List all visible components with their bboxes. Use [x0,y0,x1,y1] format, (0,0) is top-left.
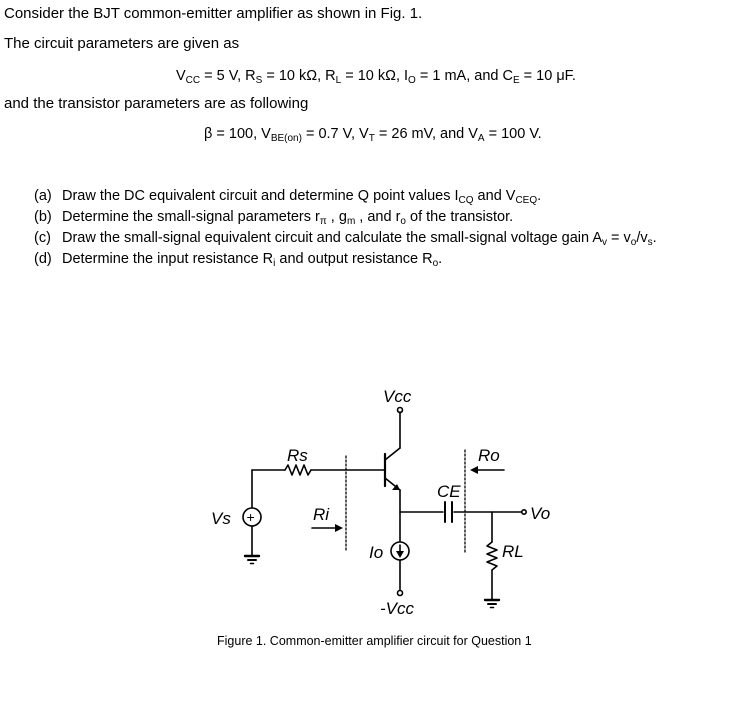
vbe-value: 0.7 V [318,126,351,142]
circuit-parameters: $V_{CC} = 5$ V, $R_S = 10$ kΩ, $R_L = 10$ kΩ, $I_O = 1$ mA, and $C_E = 10$ μF. [176,68,576,86]
io-label: Io [369,543,384,562]
rl-resistor [487,542,497,570]
transistor-parameters: β = 100, $V_{BE(on)} = 0.7$ V, $V_T = 26$ mV, and $V_A = 100$ V. [204,126,542,144]
vo-terminal [522,510,526,514]
ri-label: Ri [313,505,330,524]
intro-line-1: Consider the BJT common-emitter amplifier as shown in Fig. 1. [4,5,423,22]
vs-label: Vs [211,509,231,528]
question-c: (c) Draw the small-signal equivalent circuit and calculate the small-signal voltage gain $A_v = v_o/v_s$. [34,230,657,248]
vo-label: Vo [530,504,551,523]
question-label: (d) [34,251,52,267]
question-b: (b) Determine the small-signal parameters $r_\pi$ , $g_m$ , and $r_o$ of the transistor. [34,209,514,227]
figure-caption: Figure 1. Common-emitter amplifier circuit for Question 1 [217,634,532,648]
beta-value: 100 [228,126,254,142]
vs-plus-sign: + [246,509,255,525]
neg-vcc-label: -Vcc [380,599,414,618]
io-value: 1 mA [432,68,467,84]
collector-wire [385,448,400,460]
question-label: (b) [34,209,52,225]
va-value: 100 V [501,126,538,142]
vcc-top-label: Vcc [383,387,412,406]
ro-label: Ro [478,446,500,465]
rs-value: 10 kΩ [278,68,318,84]
ce-label: CE [437,482,461,501]
rl-label: RL [502,542,524,561]
vcc-value: 5 V [216,68,238,84]
question-label: (a) [34,188,52,204]
question-label: (c) [34,230,51,246]
intro-line-3: and the transistor parameters are as following [4,95,309,112]
vt-value: 26 mV [391,126,432,142]
ri-arrowhead [335,524,343,532]
question-d: (d) Determine the input resistance $R_i$ and output resistance $R_o$. [34,251,443,269]
ro-arrowhead [470,466,478,474]
question-a: (a) Draw the DC equivalent circuit and determine Q point values $I_{CQ}$ and $V_{CEQ}$. [34,188,542,206]
neg-vcc-terminal [398,591,403,596]
rs-label: Rs [287,446,308,465]
ce-value: 10 μF [536,68,572,84]
io-arrowhead [396,551,404,558]
rs-resistor [285,465,311,475]
intro-line-2: The circuit parameters are given as [4,35,240,52]
rl-value: 10 kΩ [357,68,396,84]
